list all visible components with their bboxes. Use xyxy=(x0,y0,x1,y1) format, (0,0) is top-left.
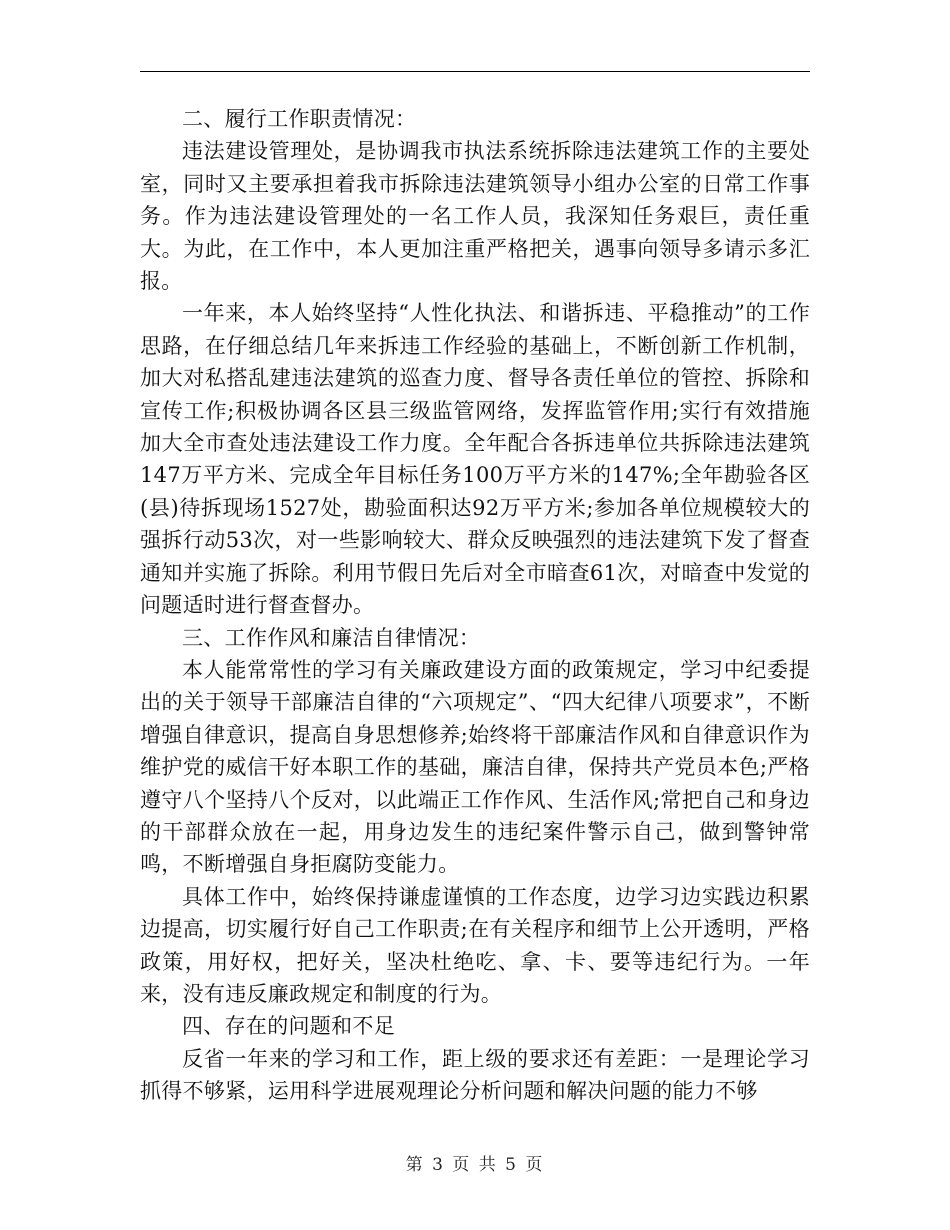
paragraph-problems: 反省一年来的学习和工作，距上级的要求还有差距：一是理论学习抓得不够紧，运用科学进展观理论分析问题和解决问题的能力不够 xyxy=(140,1046,810,1104)
paragraph-duties-achievements: 一年来，本人始终坚持“人性化执法、和谐拆违、平稳推动”的工作思路，在仔细总结几年来拆违工作经验的基础上，不断创新工作机制，加大对私搭乱建违法建筑的巡查力度、督导各责任单位的管控、拆除和宣传工作;积极协调各区县三级监管网络，发挥监管作用;实行有效措施加大全市查处违法建设工作力度。全年配合各拆违单位共拆除违法建筑147万平方米、完成全年目标任务100万平方米的147%;全年勘验各区(县)待拆现场1527处，勘验面积达92万平方米;参加各单位规模较大的强拆行动53次，对一些影响较大、群众反映强烈的违法建筑下发了督查通知并实施了拆除。利用节假日先后对全市暗查61次，对暗查中发觉的问题适时进行督查督办。 xyxy=(140,301,810,618)
document-body xyxy=(140,103,810,1108)
section-heading-problems: 四、存在的问题和不足 xyxy=(182,1014,395,1039)
page-number: 第 3 页 共 5 页 xyxy=(405,1155,545,1175)
paragraph-conduct-practice: 具体工作中，始终保持谦虚谨慎的工作态度，边学习边实践边积累边提高，切实履行好自己工作职责;在有关程序和细节上公开透明，严格政策，用好权，把好关，坚决杜绝吃、拿、卡、要等违纪行为。一年来，没有违反廉政规定和制度的行为。 xyxy=(140,884,810,1006)
paragraph-duties-intro: 违法建设管理处，是协调我市执法系统拆除违法建筑工作的主要处室，同时又主要承担着我市拆除违法建筑领导小组办公室的日常工作事务。作为违法建设管理处的一名工作人员，我深知任务艰巨，责任重大。为此，在工作中，本人更加注重严格把关，遇事向领导多请示多汇报。 xyxy=(140,139,810,294)
section-heading-conduct: 三、工作作风和廉洁自律情况： xyxy=(182,625,481,650)
section-heading-duties: 二、履行工作职责情况： xyxy=(182,107,417,131)
header-rule xyxy=(140,71,810,72)
paragraph-conduct-study: 本人能常常性的学习有关廉政建设方面的政策规定，学习中纪委提出的关于领导干部廉洁自律的“六项规定”、“四大纪律八项要求”，不断增强自律意识，提高自身思想修养;始终将干部廉洁作风和自律意识作为维护党的威信干好本职工作的基础，廉洁自律，保持共产党员本色;严格遵守八个坚持八个反对，以此端正工作作风、生活作风;常把自己和身边的干部群众放在一起，用身边发生的违纪案件警示自己，做到警钟常鸣，不断增强自身拒腐防变能力。 xyxy=(140,657,810,877)
